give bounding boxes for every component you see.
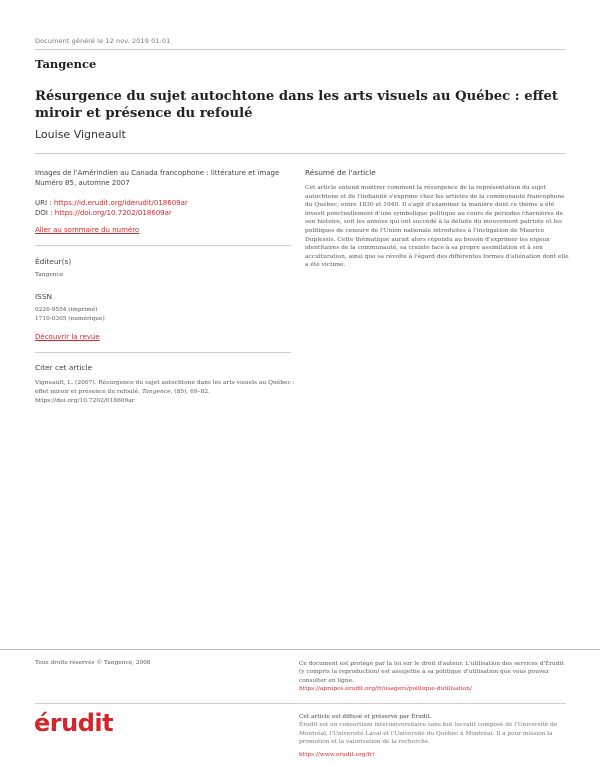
issue-number: Numéro 85, automne 2007 bbox=[35, 179, 130, 187]
uri-link[interactable]: https://id.erudit.org/iderudit/018609ar bbox=[53, 199, 188, 207]
issue-summary-link[interactable]: Aller au sommaire du numéro bbox=[35, 226, 140, 234]
identifiers bbox=[35, 198, 188, 218]
article-title: Résurgence du sujet autochtone dans les arts visuels au Québec : effet miroir et présence du refoulé bbox=[35, 89, 558, 121]
doi-link[interactable]: https://doi.org/10.7202/018609ar bbox=[54, 209, 172, 217]
generated-date: Document généré le 12 nov. 2019 01:01 bbox=[35, 37, 171, 45]
usage-policy-link[interactable]: https://apropos.erudit.org/fr/usagers/politique-dutilisation/ bbox=[299, 686, 472, 693]
doi-label: DOI : bbox=[35, 209, 55, 217]
publisher-heading: Éditeur(s) bbox=[35, 257, 72, 266]
article-author: Louise Vigneault bbox=[35, 128, 126, 141]
copyright-note bbox=[299, 660, 569, 694]
discover-journal-link[interactable]: Découvrir la revue bbox=[35, 333, 100, 341]
footer-divider bbox=[35, 703, 566, 704]
diffusion-body: Érudit est un consortium interuniversitaire sans but lucratif composé de l'Université de Montréal, l'Université Laval et l'Université du Québec à Montréal. Il a pour mission la promotion et la valorisation de la recherche. bbox=[299, 722, 558, 746]
citation-text bbox=[35, 379, 300, 406]
diffusion-heading: Cet article est diffusé et préservé par Érudit. bbox=[299, 714, 432, 720]
citation-journal: Tangence bbox=[141, 389, 171, 395]
erudit-link[interactable]: https://www.erudit.org/fr/ bbox=[299, 751, 375, 758]
journal-name: Tangence bbox=[35, 57, 97, 71]
issue-info bbox=[35, 168, 305, 188]
divider bbox=[35, 49, 566, 50]
diffusion-note bbox=[299, 713, 569, 759]
issn-list bbox=[35, 306, 105, 323]
erudit-logo[interactable]: érudit bbox=[34, 709, 114, 737]
uri-label: URI : bbox=[35, 199, 54, 207]
citation-part1: Vigneault, L. (2007). Résurgence du sujet autochtone dans les arts visuels au Québec : effet miroir et présence du refoulé. bbox=[35, 380, 295, 395]
citation-part2: , (85), 69–82. https://doi.org/10.7202/018609ar bbox=[35, 389, 210, 404]
divider bbox=[35, 245, 291, 246]
publisher-name: Tangence bbox=[35, 272, 64, 278]
divider bbox=[35, 352, 291, 353]
issue-theme: Images de l'Amérindien au Canada francophone : littérature et image bbox=[35, 169, 280, 177]
abstract-body: Cet article entend montrer comment la résurgence de la représentation du sujet autochtone et de l'indianité s'exprime chez les artistes de la communauté francophone du Québec, entre 1830 et 1940. Il s'agit d'examiner la manière dont ce thème a été investi ponctuellement d'une symbolique politique au cours de périodes charnières de son histoire, soit les années qui ont succédé à la défaite du mouvement patriote et les politiques de censure de l'Union nationale introduites à l'instigation de Maurice Duplessis. Cette thématique aurait alors répondu au besoin d'exprimer les enjeux identitaires de la communauté, sa crainte face à sa propre assimilation et à son acculturation, ainsi que sa révolte à l'égard des différentes formes d'aliénation dont elle a été victime. bbox=[305, 185, 569, 269]
abstract-heading: Résumé de l'article bbox=[305, 168, 376, 177]
doi-line bbox=[35, 208, 188, 218]
issn-heading: ISSN bbox=[35, 292, 53, 301]
divider bbox=[35, 153, 566, 154]
uri-line bbox=[35, 198, 188, 208]
issn-print: 0226-9554 (imprimé) bbox=[35, 307, 98, 313]
footer-divider bbox=[0, 649, 600, 650]
copyright-text: Ce document est protégé par la loi sur le droit d'auteur. L'utilisation des services d'Érudit (y compris la reproduction) est assujettie à sa politique d'utilisation que vous pouvez consulter en ligne. bbox=[299, 661, 564, 684]
citation-heading: Citer cet article bbox=[35, 363, 93, 372]
issn-digital: 1710-0305 (numérique) bbox=[35, 315, 105, 322]
rights-notice: Tous droits réservés © Tangence, 2008 bbox=[35, 660, 151, 666]
